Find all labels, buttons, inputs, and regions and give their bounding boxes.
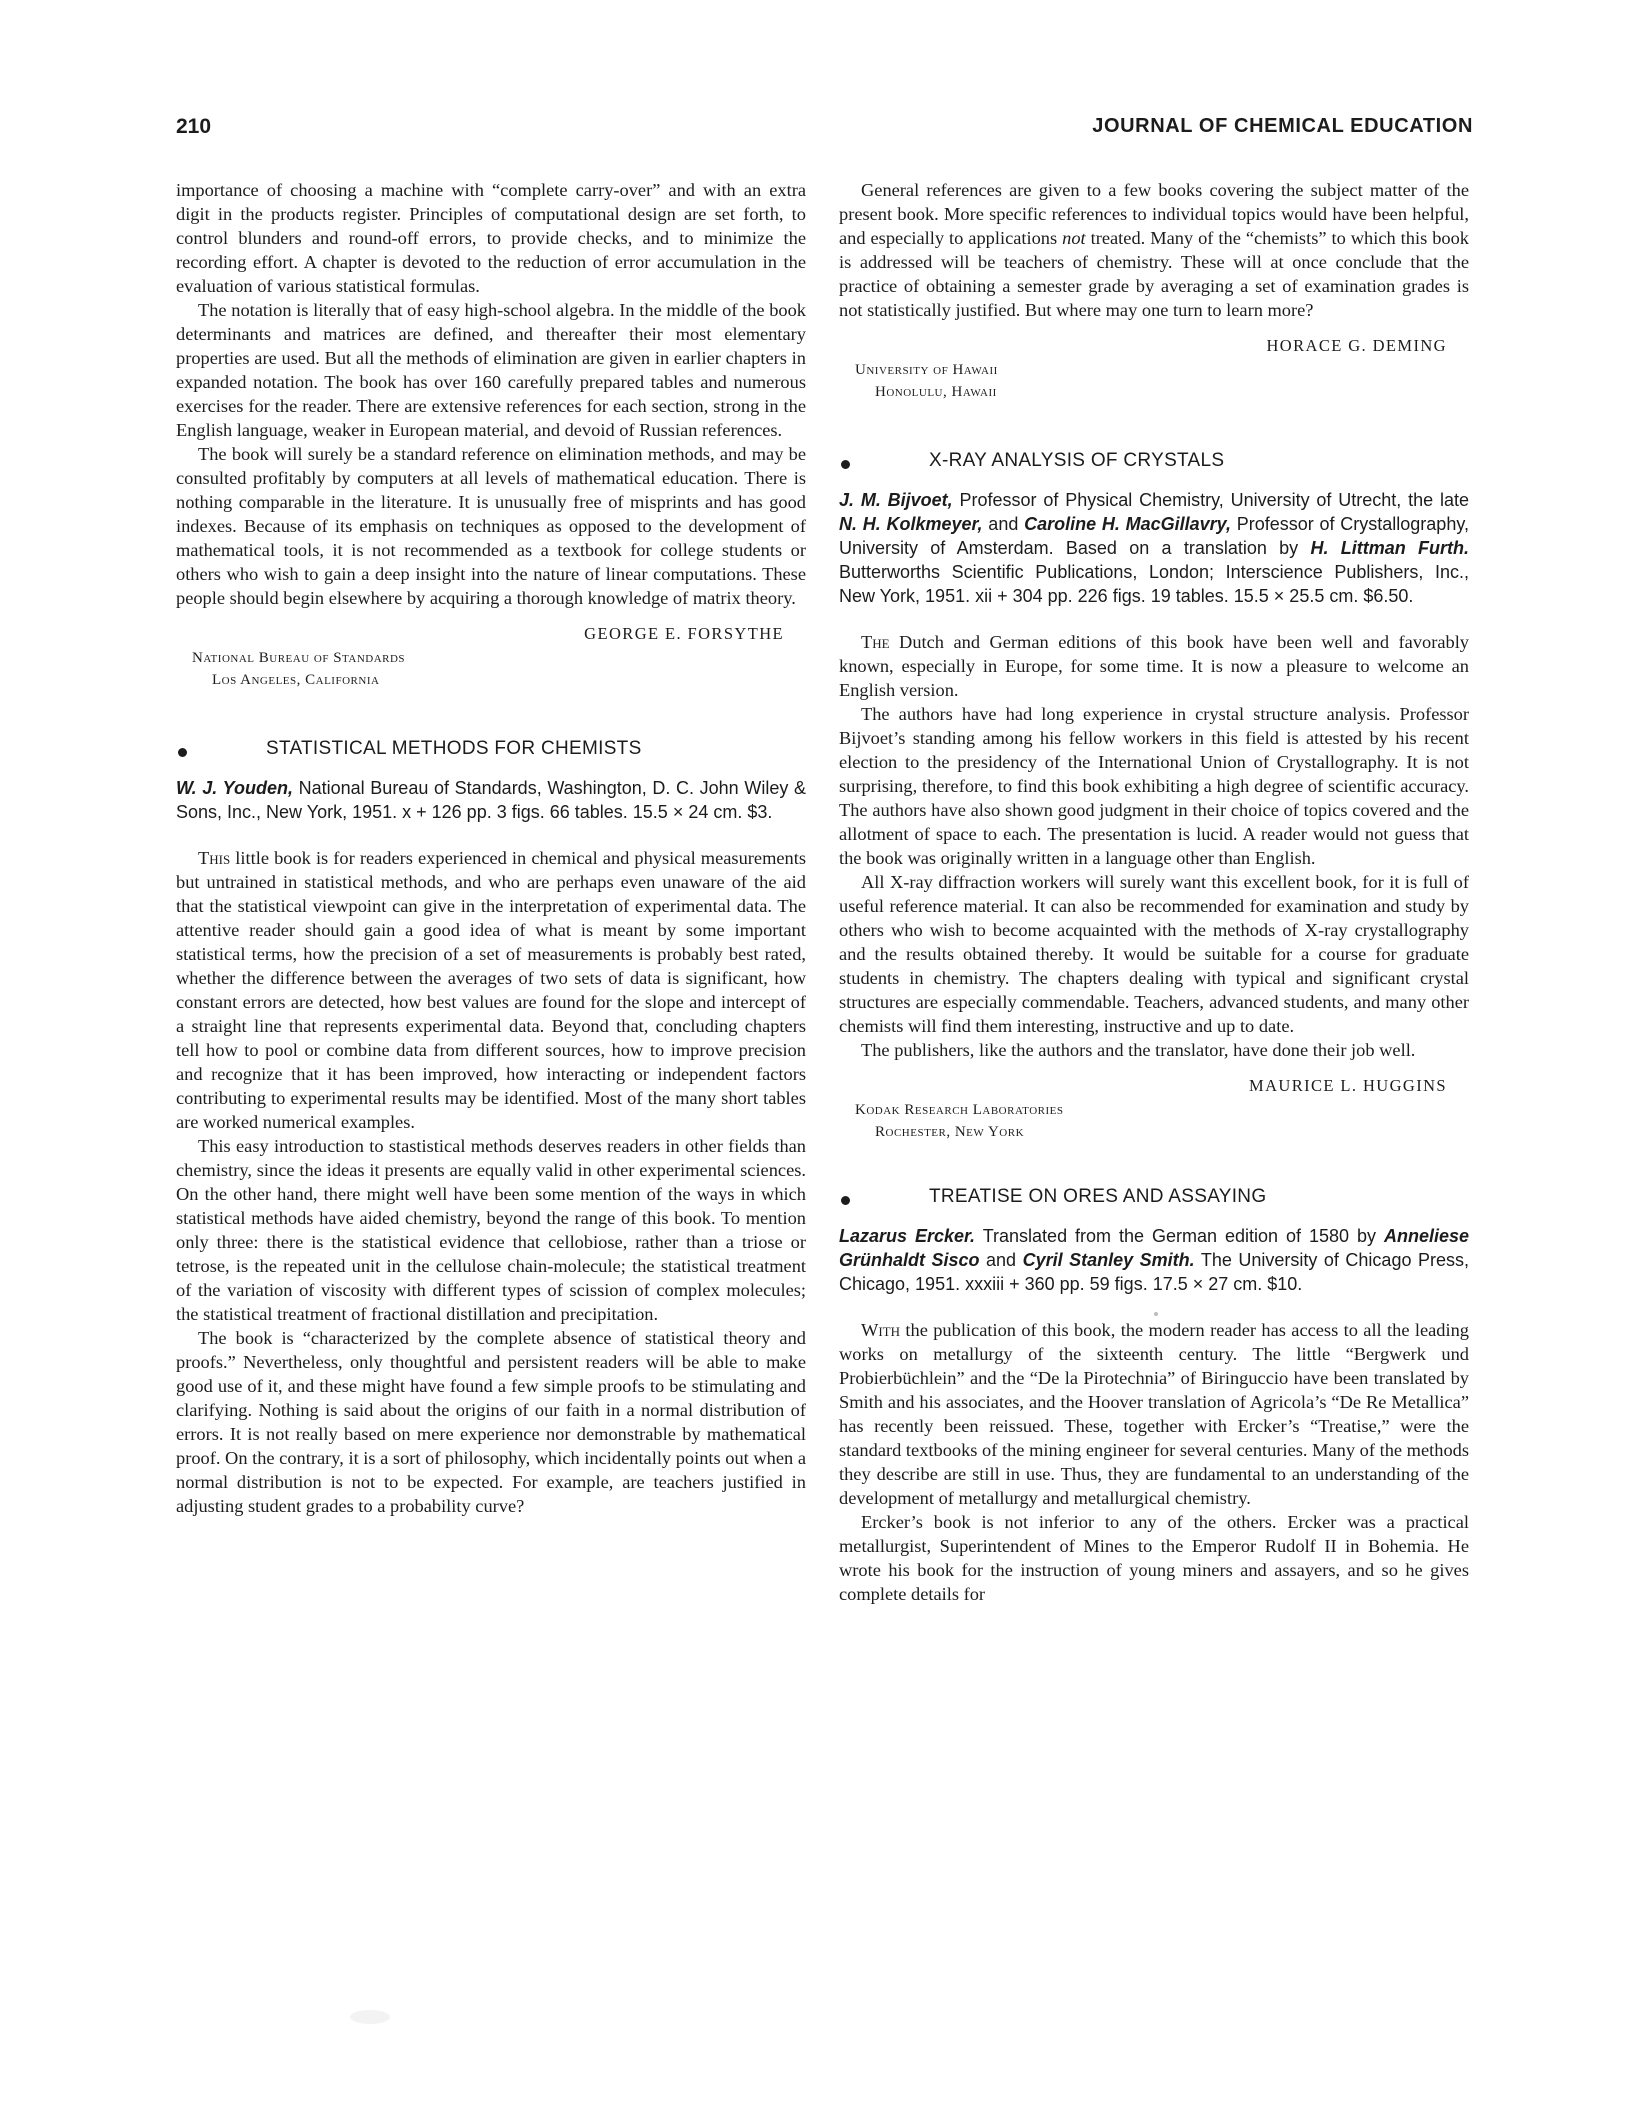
signature-block — [839, 1076, 1469, 1138]
scan-speck — [350, 2010, 390, 2024]
reviewer-affiliation: National Bureau of Standards — [192, 650, 406, 666]
paragraph-text: little book is for readers experienced in chemical and physical measurements but untrained in statistical methods, and who are perhaps even unaware of the aid that the statistical viewpoint can give in the interpretation of experimental data. The attentive reader should gain a good idea of what is meant by some important statistical terms, how the precision of a set of measurements is probably best rated, whether the difference between the averages of two sets of data is significant, how constant errors are detected, how best values are found for the slope and intercept of a straight line that represents experimental data. Beyond that, concluding chapters tell how to pool or combine data from different sources, how to improve precision and recognize that it has been improved, how interacting or independent factors contributing to experimental results may be identified. Most of the many short tables are worked numerical examples. — [176, 848, 806, 1132]
review-heading — [839, 450, 1469, 478]
reviewer-name: GEORGE E. FORSYTHE — [584, 624, 784, 643]
paragraph: All X-ray diffraction workers will surely want this excellent book, for it is full of useful reference material. It can also be recommended for examination and study by others who wish to become acquainted with the methods of X-ray crystallography and the results obtained thereby. It would be suitable for a course for graduate students in chemistry. The chapters dealing with typical and significant crystal structures are especially commendable. Teachers, advanced students, and many other chemists will find them interesting, instructive and up to date. — [839, 872, 1469, 1036]
paragraph: importance of choosing a machine with “complete carry-over” and with an extra digit in the products register. Principles of computational design are set forth, to control blunders and round-off errors, to provide checks, and to minimize the recording effort. A chapter is devoted to the reduction of error accumulation in the evaluation of various statistical formulas. — [176, 180, 806, 296]
bibliographic-entry — [839, 488, 1469, 608]
review-heading — [176, 738, 806, 766]
translator-name: H. Littman Furth. — [1310, 538, 1469, 558]
review-title: TREATISE ON ORES AND ASSAYING — [929, 1186, 1267, 1207]
bibliographic-entry — [839, 1224, 1469, 1296]
translator-name: Anneliese Grünhaldt Sisco — [839, 1226, 1469, 1270]
review-title: STATISTICAL METHODS FOR CHEMISTS — [266, 738, 642, 759]
paragraph-text: the publication of this book, the modern reader has access to all the leading works on metallurgy of the sixteenth century. The little “Bergwerk und Probierbüchlein” and the “De la Pirotechnia” of Biringuccio have been translated by Smith and his associates, and the Hoover translation of Agricola’s “De Re Metallica” has recently been reissued. These, together with Ercker’s “Treatise,” were the standard textbooks of the mining engineer for several centuries. Many of the methods they describe are still in use. Thus, they are fundamental to an understanding of the development of metallurgy and metallurgical chemistry. — [839, 1320, 1469, 1508]
reviewer-affiliation: University of Hawaii — [855, 362, 998, 378]
xray-review — [839, 450, 1469, 1138]
publication-details: Butterworths Scientific Publications, London; Interscience Publishers, Inc., New York, 1951. xii + 304 pp. 226 figs. 19 tables. 15.5 × 25.5 cm. $6.50. — [839, 562, 1469, 606]
publication-details: Translated from the German edition of 1580 by — [975, 1226, 1384, 1246]
publication-details: Professor of Physical Chemistry, University of Utrecht, the late — [952, 490, 1469, 510]
opening-word: The — [861, 632, 890, 652]
page-number: 210 — [176, 115, 212, 138]
review-title: X-RAY ANALYSIS OF CRYSTALS — [929, 450, 1225, 471]
publication-details: Professor of Crystallography, University of Amsterdam. Based on a translation by — [839, 514, 1469, 558]
author-name: J. M. Bijvoet, — [839, 490, 953, 510]
paragraph: The book is “characterized by the complete absence of statistical theory and proofs.” Nevertheless, only thoughtful and persistent readers will be able to make good use of it, and these might have found a few simple proofs to be stimulating and clarifying. Nothing is said about the origins of our faith in a normal distribution of errors. It is not really based on mere experience nor demonstrable by mathematical proof. On the contrary, it is a sort of philosophy, which incidentally points out when a normal distribution is not to be expected. For example, are teachers justified in adjusting student grades to a probability curve? — [176, 1328, 806, 1516]
paragraph: Ercker’s book is not inferior to any of the others. Ercker was a practical metallurgist, Superintendent of Mines to the Emperor Rudolf II in Bohemia. He wrote his book for the instruction of young miners and assayers, and so he gives complete details for — [839, 1512, 1469, 1604]
review-heading — [839, 1186, 1469, 1214]
reviewer-location: Honolulu, Hawaii — [875, 384, 997, 400]
signature-block — [839, 336, 1469, 402]
paragraph — [839, 630, 1469, 702]
right-column — [839, 178, 1469, 1606]
paragraph — [176, 846, 806, 1134]
reviewer-affiliation: Kodak Research Laboratories — [855, 1102, 1064, 1118]
bullet-icon — [841, 1196, 850, 1205]
paragraph-text: General references are given to a few books covering the subject matter of the present book. More specific references to individual topics would have been helpful, and especially to applications — [839, 180, 1469, 248]
opening-word: With — [861, 1320, 901, 1340]
statistical-methods-review-continuation — [839, 178, 1469, 402]
publication-details: National Bureau of Standards, Washington, D. C. John Wiley & Sons, Inc., New York, 1951. x + 126 pp. 3 figs. 66 tables. 15.5 × 24 cm. $3. — [176, 778, 806, 822]
author-name: Caroline H. MacGillavry, — [1024, 514, 1231, 534]
reviewer-name: MAURICE L. HUGGINS — [1249, 1076, 1447, 1095]
paragraph: The publishers, like the authors and the translator, have done their job well. — [861, 1040, 1416, 1060]
forsythe-review-continuation — [176, 178, 806, 690]
bullet-icon — [841, 460, 850, 469]
statistical-methods-review — [176, 738, 806, 1518]
paragraph-text: Dutch and German editions of this book have been well and favorably known, especially in Europe, for some time. It is now a pleasure to welcome an English version. — [839, 632, 1469, 700]
signature-block — [176, 624, 806, 690]
paragraph-text: treated. Many of the “chemists” to which this book is addressed will be teachers of chemistry. These will at once conclude that the practice of obtaining a semester grade by averaging a set of examination grades is not statistically justified. But where may one turn to learn more? — [839, 228, 1470, 320]
paragraph — [839, 178, 1469, 322]
bibliographic-entry — [176, 776, 806, 824]
author-name: Lazarus Ercker. — [839, 1226, 976, 1246]
paragraph: The notation is literally that of easy high-school algebra. In the middle of the book determinants and matrices are defined, and thereafter their most elementary properties are used. But all the methods of elimination are given in earlier chapters in expanded notation. The book has over 160 carefully prepared tables and numerous exercises for the reader. There are extensive references for each section, strong in the English language, weaker in European material, and devoid of Russian references. — [176, 300, 806, 440]
bullet-icon — [178, 748, 187, 757]
publication-details: The University of Chicago Press, Chicago, 1951. xxxiii + 360 pp. 59 figs. 17.5 × 27 cm. $10. — [839, 1250, 1469, 1294]
translator-name: Cyril Stanley Smith. — [1022, 1250, 1195, 1270]
publication-details: and — [979, 1250, 1023, 1270]
emphasis: not — [1062, 228, 1086, 248]
author-name: W. J. Youden, — [176, 778, 293, 798]
paragraph: The authors have had long experience in crystal structure analysis. Professor Bijvoet’s standing among his fellow workers in this field is attested by his recent election to the presidency of the International Union of Crystallography. It is not surprising, therefore, to find this book exhibiting a high degree of scientific accuracy. The authors have also shown good judgment in their choice of topics covered and the allotment of space to each. The presentation is lucid. A reader would not guess that the book was originally written in a language other than English. — [839, 704, 1469, 868]
paragraph: This easy introduction to stastistical methods deserves readers in other fields than chemistry, since the ideas it presents are equally valid in other experimental sciences. On the other hand, there might well have been some mention of the ways in which statistical methods have aided chemistry, beyond the range of this book. To mention only three: there is the statistical evidence that cellobiose, rather than a triose or tetrose, is the repeated unit in the cellulose chain-molecule; the statistical treatment of the variation of viscosity with different types of scission of complex molecules; the statistical treatment of fractional distillation and precipitation. — [176, 1136, 806, 1324]
author-name: N. H. Kolkmeyer, — [839, 514, 983, 534]
paragraph: The book will surely be a standard reference on elimination methods, and may be consulted profitably by computers at all levels of mathematical education. There is nothing comparable in the literature. It is unusually free of misprints and has good indexes. Because of its emphasis on techniques as opposed to the development of mathematical tools, it is not recommended as a textbook for college students or others who wish to gain a deep insight into the nature of linear computations. These people should begin elsewhere by acquiring a thorough knowledge of matrix theory. — [176, 444, 806, 608]
paragraph — [839, 1318, 1469, 1510]
reviewer-location: Rochester, New York — [875, 1124, 1025, 1140]
reviewer-name: HORACE G. DEMING — [1266, 336, 1447, 355]
reviewer-location: Los Angeles, California — [212, 672, 380, 688]
publication-details: and — [982, 514, 1025, 534]
running-head — [176, 115, 1473, 147]
journal-title: JOURNAL OF CHEMICAL EDUCATION — [1092, 115, 1473, 137]
opening-word: This — [198, 848, 231, 868]
left-column — [176, 178, 806, 1518]
ores-review — [839, 1186, 1469, 1606]
